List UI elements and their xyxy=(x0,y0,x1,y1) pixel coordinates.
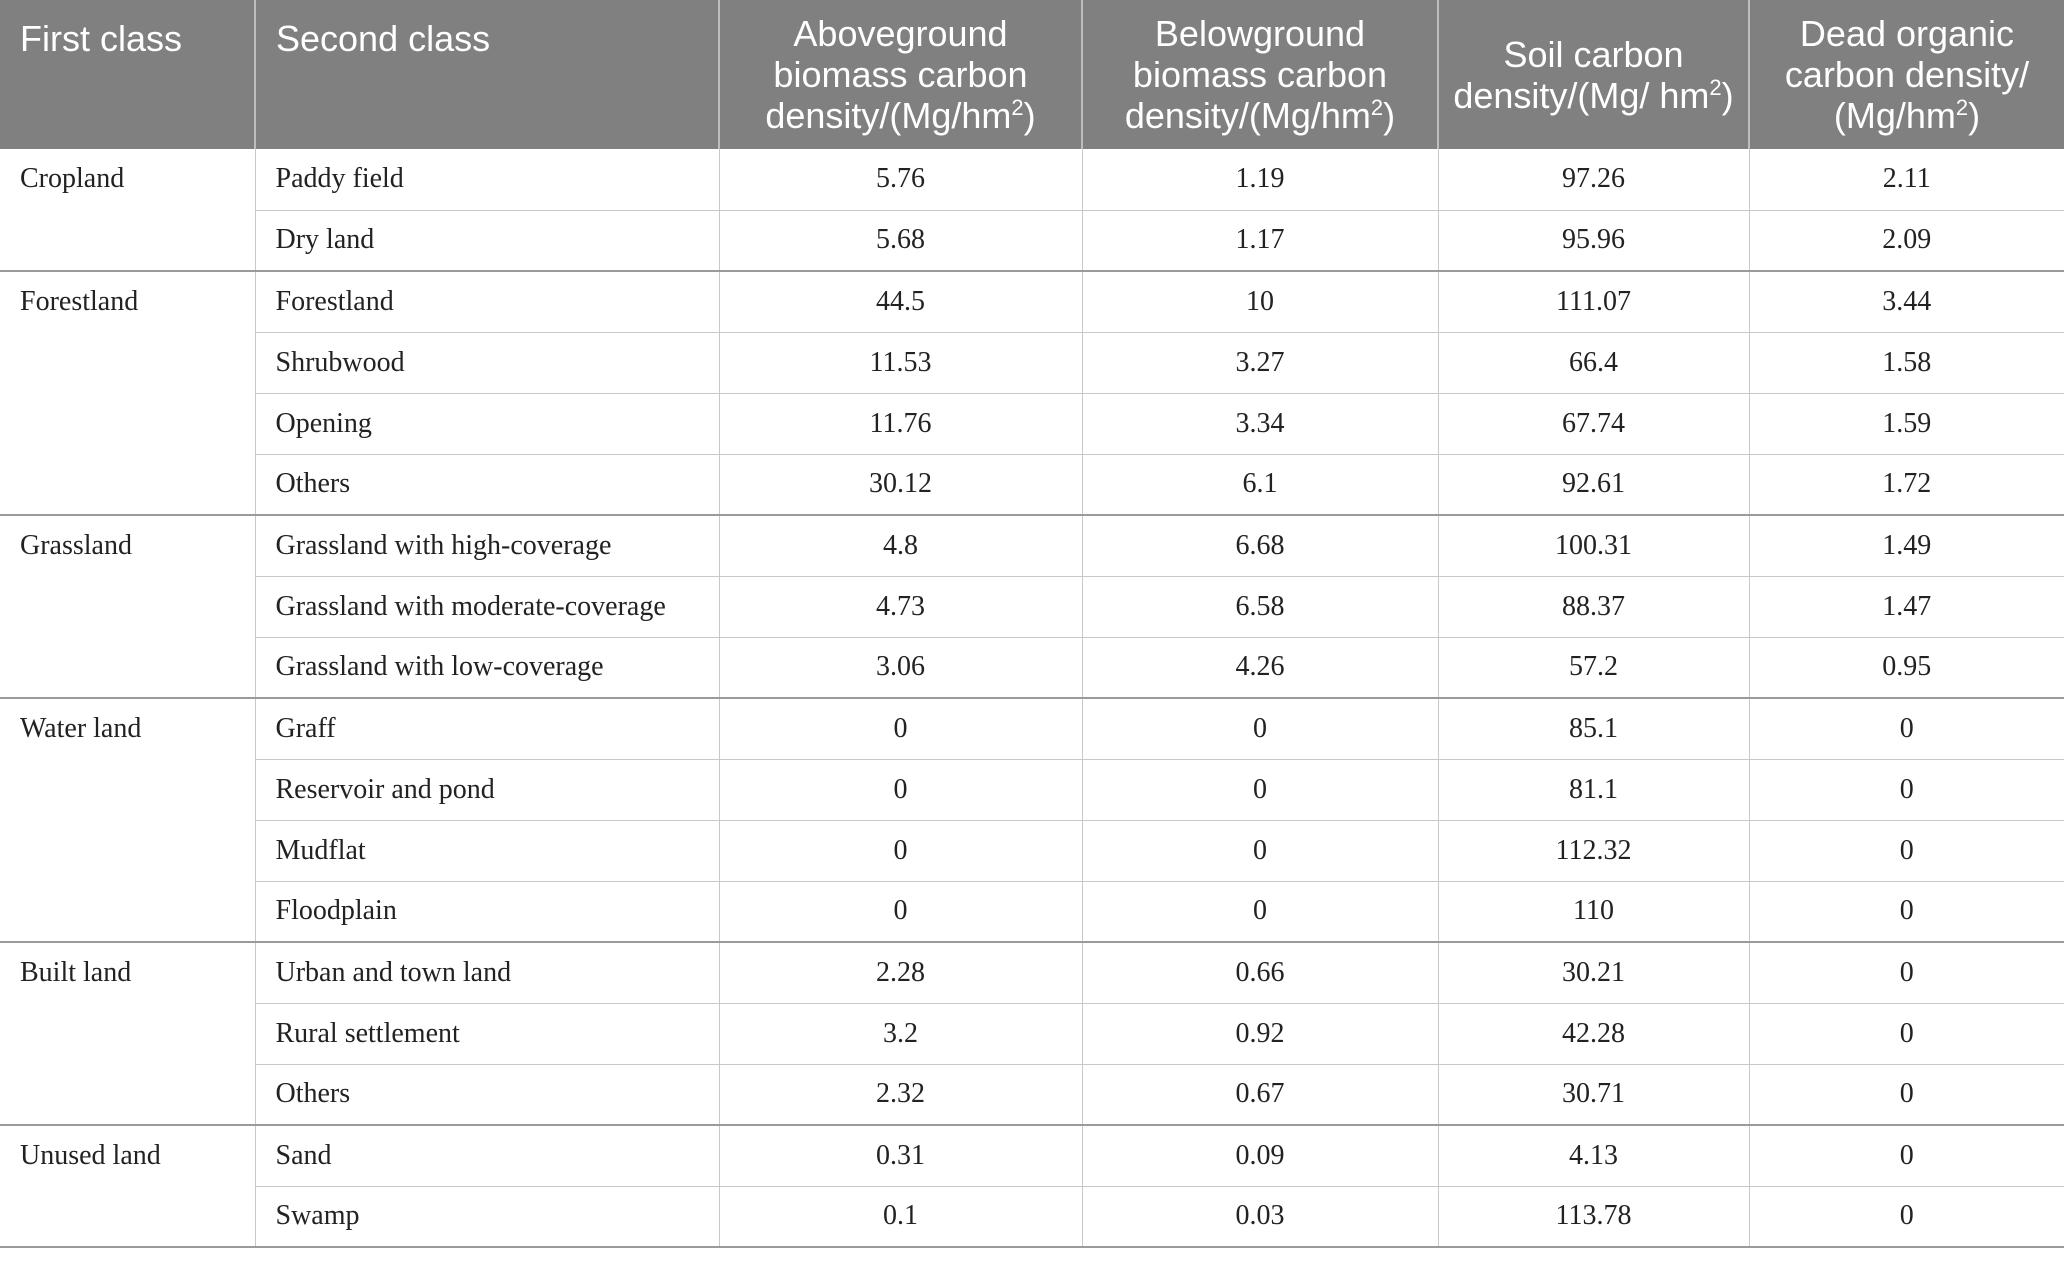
belowground-cell: 0.67 xyxy=(1082,1064,1438,1125)
table-row xyxy=(0,1125,2064,1186)
second-class-cell: Grassland with high-coverage xyxy=(255,515,719,576)
soil-cell: 110 xyxy=(1438,881,1749,942)
soil-cell: 66.4 xyxy=(1438,332,1749,393)
header-dead-organic xyxy=(1749,0,2064,149)
second-class-cell: Forestland xyxy=(255,271,719,332)
soil-cell: 81.1 xyxy=(1438,759,1749,820)
header-soil xyxy=(1438,0,1749,149)
first-class-cell: Cropland xyxy=(0,149,255,271)
table-row xyxy=(0,149,2064,210)
soil-cell: 100.31 xyxy=(1438,515,1749,576)
aboveground-cell: 3.06 xyxy=(719,637,1082,698)
aboveground-cell: 11.53 xyxy=(719,332,1082,393)
soil-cell: 92.61 xyxy=(1438,454,1749,515)
header-soil-sup: 2 xyxy=(1709,74,1722,100)
second-class-cell: Sand xyxy=(255,1125,719,1186)
header-soil-tail: ) xyxy=(1721,74,1734,116)
soil-cell: 113.78 xyxy=(1438,1186,1749,1247)
aboveground-cell: 0 xyxy=(719,881,1082,942)
table-row xyxy=(0,576,2064,637)
soil-cell: 111.07 xyxy=(1438,271,1749,332)
second-class-cell: Grassland with moderate-coverage xyxy=(255,576,719,637)
aboveground-cell: 11.76 xyxy=(719,393,1082,454)
second-class-cell: Graff xyxy=(255,698,719,759)
dead-organic-cell: 2.11 xyxy=(1749,149,2064,210)
belowground-cell: 3.27 xyxy=(1082,332,1438,393)
first-class-cell: Unused land xyxy=(0,1125,255,1247)
aboveground-cell: 0 xyxy=(719,820,1082,881)
second-class-cell: Paddy field xyxy=(255,149,719,210)
aboveground-cell: 0 xyxy=(719,759,1082,820)
table-row xyxy=(0,881,2064,942)
dead-organic-cell: 1.72 xyxy=(1749,454,2064,515)
soil-cell: 67.74 xyxy=(1438,393,1749,454)
aboveground-cell: 5.68 xyxy=(719,210,1082,271)
table-row xyxy=(0,393,2064,454)
dead-organic-cell: 0 xyxy=(1749,1003,2064,1064)
table-body xyxy=(0,149,2064,1247)
aboveground-cell: 44.5 xyxy=(719,271,1082,332)
table-row xyxy=(0,271,2064,332)
dead-organic-cell: 3.44 xyxy=(1749,271,2064,332)
second-class-cell: Floodplain xyxy=(255,881,719,942)
header-belowground-tail: ) xyxy=(1383,95,1396,136)
dead-organic-cell: 0 xyxy=(1749,698,2064,759)
header-dead-sup: 2 xyxy=(1955,95,1969,120)
dead-organic-cell: 2.09 xyxy=(1749,210,2064,271)
dead-organic-cell: 1.58 xyxy=(1749,332,2064,393)
belowground-cell: 0.09 xyxy=(1082,1125,1438,1186)
soil-cell: 30.71 xyxy=(1438,1064,1749,1125)
soil-cell: 95.96 xyxy=(1438,210,1749,271)
second-class-cell: Reservoir and pond xyxy=(255,759,719,820)
dead-organic-cell: 0 xyxy=(1749,881,2064,942)
dead-organic-cell: 0 xyxy=(1749,942,2064,1003)
header-soil-text: Soil carbon density/(Mg/ hm xyxy=(1453,33,1710,116)
table-row xyxy=(0,820,2064,881)
belowground-cell: 4.26 xyxy=(1082,637,1438,698)
belowground-cell: 0.03 xyxy=(1082,1186,1438,1247)
second-class-cell: Opening xyxy=(255,393,719,454)
second-class-cell: Shrubwood xyxy=(255,332,719,393)
belowground-cell: 0 xyxy=(1082,759,1438,820)
belowground-cell: 0 xyxy=(1082,820,1438,881)
belowground-cell: 0.92 xyxy=(1082,1003,1438,1064)
table-header xyxy=(0,0,2064,149)
header-aboveground-sup: 2 xyxy=(1011,95,1024,120)
dead-organic-cell: 1.47 xyxy=(1749,576,2064,637)
table-row xyxy=(0,454,2064,515)
aboveground-cell: 3.2 xyxy=(719,1003,1082,1064)
soil-cell: 42.28 xyxy=(1438,1003,1749,1064)
first-class-cell: Water land xyxy=(0,698,255,942)
dead-organic-cell: 0 xyxy=(1749,1186,2064,1247)
table-row xyxy=(0,515,2064,576)
table-row xyxy=(0,1186,2064,1247)
header-belowground xyxy=(1082,0,1438,149)
dead-organic-cell: 0 xyxy=(1749,820,2064,881)
belowground-cell: 0 xyxy=(1082,881,1438,942)
table-row xyxy=(0,1003,2064,1064)
header-aboveground-text: Aboveground biomass carbon density/(Mg/hm xyxy=(765,13,1028,136)
belowground-cell: 6.58 xyxy=(1082,576,1438,637)
soil-cell: 30.21 xyxy=(1438,942,1749,1003)
table-row xyxy=(0,332,2064,393)
aboveground-cell: 2.32 xyxy=(719,1064,1082,1125)
soil-cell: 57.2 xyxy=(1438,637,1749,698)
table-row xyxy=(0,759,2064,820)
header-dead-text: Dead organic carbon density/ (Mg/hm xyxy=(1784,13,2030,136)
dead-organic-cell: 0.95 xyxy=(1749,637,2064,698)
soil-cell: 97.26 xyxy=(1438,149,1749,210)
belowground-cell: 10 xyxy=(1082,271,1438,332)
table-row xyxy=(0,942,2064,1003)
soil-cell: 4.13 xyxy=(1438,1125,1749,1186)
second-class-cell: Swamp xyxy=(255,1186,719,1247)
belowground-cell: 0 xyxy=(1082,698,1438,759)
aboveground-cell: 30.12 xyxy=(719,454,1082,515)
belowground-cell: 6.1 xyxy=(1082,454,1438,515)
header-aboveground xyxy=(719,0,1082,149)
belowground-cell: 1.17 xyxy=(1082,210,1438,271)
aboveground-cell: 0 xyxy=(719,698,1082,759)
belowground-cell: 3.34 xyxy=(1082,393,1438,454)
second-class-cell: Urban and town land xyxy=(255,942,719,1003)
dead-organic-cell: 1.59 xyxy=(1749,393,2064,454)
belowground-cell: 0.66 xyxy=(1082,942,1438,1003)
header-dead-tail: ) xyxy=(1968,95,1981,136)
aboveground-cell: 0.1 xyxy=(719,1186,1082,1247)
first-class-cell: Built land xyxy=(0,942,255,1125)
first-class-cell: Forestland xyxy=(0,271,255,515)
second-class-cell: Others xyxy=(255,1064,719,1125)
dead-organic-cell: 0 xyxy=(1749,759,2064,820)
second-class-cell: Grassland with low-coverage xyxy=(255,637,719,698)
belowground-cell: 6.68 xyxy=(1082,515,1438,576)
header-aboveground-tail: ) xyxy=(1023,95,1036,136)
table-row xyxy=(0,210,2064,271)
aboveground-cell: 0.31 xyxy=(719,1125,1082,1186)
dead-organic-cell: 0 xyxy=(1749,1125,2064,1186)
aboveground-cell: 5.76 xyxy=(719,149,1082,210)
header-second-class: Second class xyxy=(255,0,719,149)
soil-cell: 85.1 xyxy=(1438,698,1749,759)
table-row xyxy=(0,698,2064,759)
aboveground-cell: 2.28 xyxy=(719,942,1082,1003)
table-row xyxy=(0,637,2064,698)
first-class-cell: Grassland xyxy=(0,515,255,698)
soil-cell: 88.37 xyxy=(1438,576,1749,637)
soil-cell: 112.32 xyxy=(1438,820,1749,881)
dead-organic-cell: 0 xyxy=(1749,1064,2064,1125)
header-belowground-text: Belowground biomass carbon density/(Mg/hm xyxy=(1124,13,1388,136)
header-first-class: First class xyxy=(0,0,255,149)
aboveground-cell: 4.73 xyxy=(719,576,1082,637)
header-belowground-sup: 2 xyxy=(1370,95,1384,120)
second-class-cell: Rural settlement xyxy=(255,1003,719,1064)
second-class-cell: Dry land xyxy=(255,210,719,271)
belowground-cell: 1.19 xyxy=(1082,149,1438,210)
aboveground-cell: 4.8 xyxy=(719,515,1082,576)
dead-organic-cell: 1.49 xyxy=(1749,515,2064,576)
second-class-cell: Mudflat xyxy=(255,820,719,881)
header-row xyxy=(0,0,2064,149)
table-row xyxy=(0,1064,2064,1125)
second-class-cell: Others xyxy=(255,454,719,515)
